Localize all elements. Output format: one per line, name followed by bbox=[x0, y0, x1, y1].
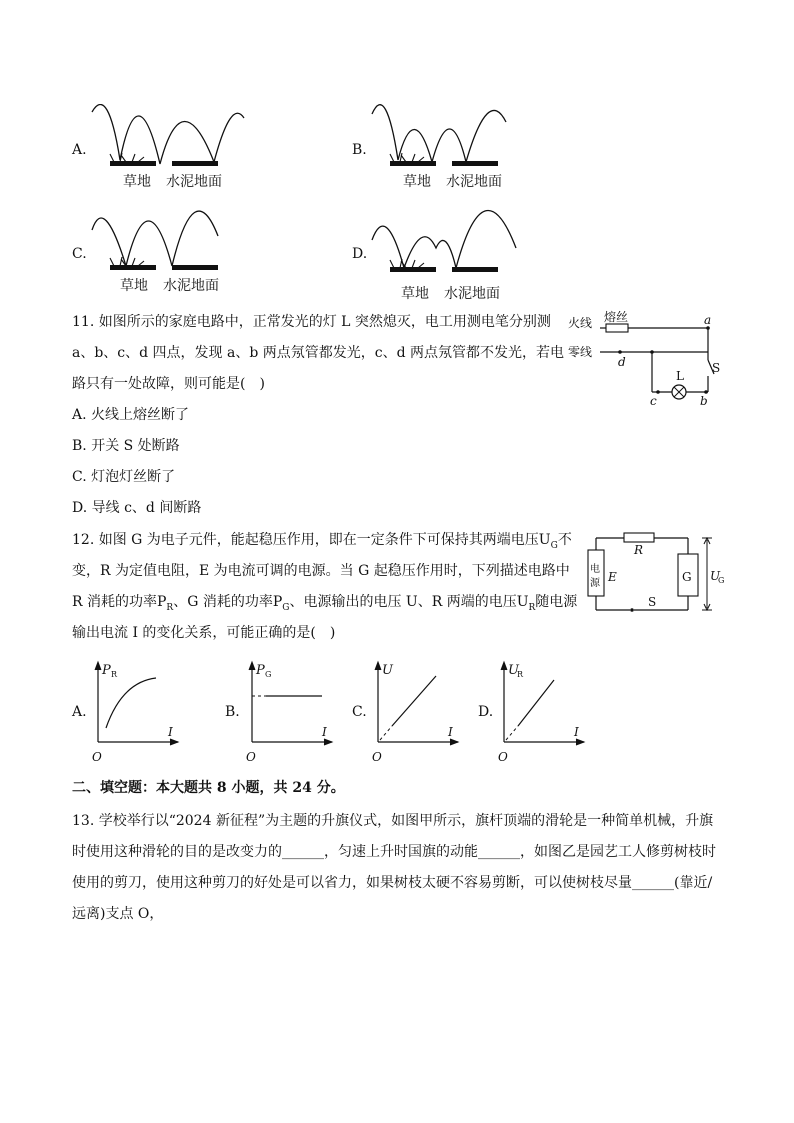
graph-c-ylabel: U bbox=[382, 663, 393, 678]
point-c-label: c bbox=[650, 394, 657, 408]
voltage-sub-label: G bbox=[718, 576, 724, 585]
q12-line-1 bbox=[72, 530, 572, 556]
option-b-wave-diagram bbox=[366, 104, 536, 169]
q12-line-3-part3: 、电源输出的电压 U、R 两端的电压U bbox=[289, 594, 529, 610]
q12-line-1-tail: 不 bbox=[557, 532, 572, 548]
graph-a-ylabel: P bbox=[102, 663, 111, 678]
graph-b-ylabel: P bbox=[256, 663, 265, 678]
q11-option-c: C. 灯泡灯丝断了 bbox=[72, 469, 176, 485]
graph-a-letter: A. bbox=[72, 704, 87, 720]
option-d-wave-diagram bbox=[366, 200, 536, 275]
option-a-letter: A. bbox=[72, 142, 87, 158]
fuse-label: 熔丝 bbox=[604, 310, 629, 324]
source-label-2: 源 bbox=[590, 578, 600, 589]
graph-d-ylabel: U bbox=[508, 663, 519, 678]
lamp-label: L bbox=[676, 369, 684, 383]
option-d-letter: D. bbox=[352, 246, 368, 262]
option-b-cement-label: 水泥地面 bbox=[446, 174, 502, 190]
q12-line-1-sub: G bbox=[550, 540, 558, 551]
q13-line-4: 远离)支点 O， bbox=[72, 906, 164, 922]
q12-circuit-diagram bbox=[584, 528, 724, 616]
q11-option-b: B. 开关 S 处断路 bbox=[72, 438, 180, 454]
option-c-wave-diagram bbox=[86, 208, 256, 273]
q11-option-d: D. 导线 c、d 间断路 bbox=[72, 500, 202, 516]
option-c-letter: C. bbox=[72, 246, 87, 262]
q12-line-4: 输出电流 I 的变化关系，可能正确的是( ) bbox=[72, 625, 336, 641]
q12-line-2: 变，R 为定值电阻，E 为电流可调的电源。当 G 起稳压作用时，下列描述电路中 bbox=[72, 563, 570, 579]
voltage-label: U bbox=[710, 569, 721, 583]
q11-option-a: A. 火线上熔丝断了 bbox=[72, 407, 190, 423]
graph-a-origin: O bbox=[92, 750, 102, 764]
point-b-label: b bbox=[700, 394, 708, 408]
option-a-grass-label: 草地 bbox=[123, 174, 151, 190]
resistor-label: R bbox=[634, 543, 644, 557]
q12-line-3-sub-r: R bbox=[166, 602, 174, 613]
q12-line-3-part2: 、G 消耗的功率P bbox=[173, 594, 283, 610]
graph-c-origin: O bbox=[372, 750, 382, 764]
graph-c-xlabel: I bbox=[448, 725, 453, 739]
q12-line-1-text: 12. 如图 G 为电子元件，能起稳压作用，即在一定条件下可保持其两端电压U bbox=[72, 532, 551, 548]
q11-circuit-diagram bbox=[566, 310, 726, 410]
q12-line-3-part1: R 消耗的功率P bbox=[72, 594, 167, 610]
graph-b-ysub: G bbox=[265, 670, 272, 679]
graph-d-xlabel: I bbox=[574, 725, 579, 739]
option-d-cement-label: 水泥地面 bbox=[444, 286, 500, 302]
graph-a bbox=[88, 658, 184, 766]
graph-a-xlabel: I bbox=[168, 725, 173, 739]
option-d-grass-label: 草地 bbox=[401, 286, 429, 302]
q13-line-1: 13. 学校举行以“2024 新征程”为主题的升旗仪式，如图甲所示，旗杆顶端的滑轮是一种简单机械，升旗 bbox=[72, 813, 714, 829]
q12-line-3 bbox=[72, 592, 577, 618]
element-g-label: G bbox=[682, 570, 692, 584]
q11-line-3: 路只有一处故障，则可能是( ) bbox=[72, 376, 265, 392]
q11-line-1: 11. 如图所示的家庭电路中，正常发光的灯 L 突然熄灭，电工用测电笔分别测 bbox=[72, 314, 551, 330]
q12-line-3-sub-r2: R bbox=[528, 602, 536, 613]
option-b-letter: B. bbox=[352, 142, 367, 158]
graph-d-origin: O bbox=[498, 750, 508, 764]
graph-c bbox=[368, 658, 464, 766]
source-label-1: 电 bbox=[590, 564, 600, 575]
graph-d-ysub: R bbox=[517, 670, 524, 679]
q13-line-2: 时使用这种滑轮的目的是改变力的______，匀速上升时国旗的动能______，如图乙是园艺工人修剪树枝时 bbox=[72, 844, 716, 860]
graph-b-xlabel: I bbox=[322, 725, 327, 739]
emf-label: E bbox=[608, 570, 617, 584]
graph-d bbox=[494, 658, 590, 766]
graph-b-origin: O bbox=[246, 750, 256, 764]
q12-line-3-sub-g: G bbox=[282, 602, 290, 613]
option-a-wave-diagram bbox=[86, 104, 256, 169]
option-c-cement-label: 水泥地面 bbox=[163, 278, 219, 294]
q11-line-2: a、b、c、d 四点，发现 a、b 两点氖管都发光，c、d 两点氖管都不发光，若电 bbox=[72, 345, 565, 361]
option-c-grass-label: 草地 bbox=[120, 278, 148, 294]
neutral-wire-label: 零线 bbox=[568, 345, 593, 359]
graph-d-letter: D. bbox=[478, 704, 494, 720]
point-a-label: a bbox=[704, 313, 712, 327]
switch-s-label: S bbox=[648, 595, 657, 609]
graph-a-ysub: R bbox=[111, 670, 118, 679]
option-b-grass-label: 草地 bbox=[403, 174, 431, 190]
switch-label: S bbox=[712, 361, 721, 375]
option-a-cement-label: 水泥地面 bbox=[166, 174, 222, 190]
q13-line-3: 使用的剪刀，使用这种剪刀的好处是可以省力，如果树枝太硬不容易剪断，可以使树枝尽量______(靠近/ bbox=[72, 875, 713, 891]
graph-c-letter: C. bbox=[352, 704, 367, 720]
q12-line-3-part4: 随电源 bbox=[535, 594, 578, 610]
graph-b-letter: B. bbox=[225, 704, 240, 720]
point-d-label: d bbox=[618, 355, 626, 369]
live-wire-label: 火线 bbox=[568, 316, 593, 330]
section-heading: 二、填空题：本大题共 8 小题，共 24 分。 bbox=[72, 780, 345, 796]
graph-b bbox=[242, 658, 338, 766]
